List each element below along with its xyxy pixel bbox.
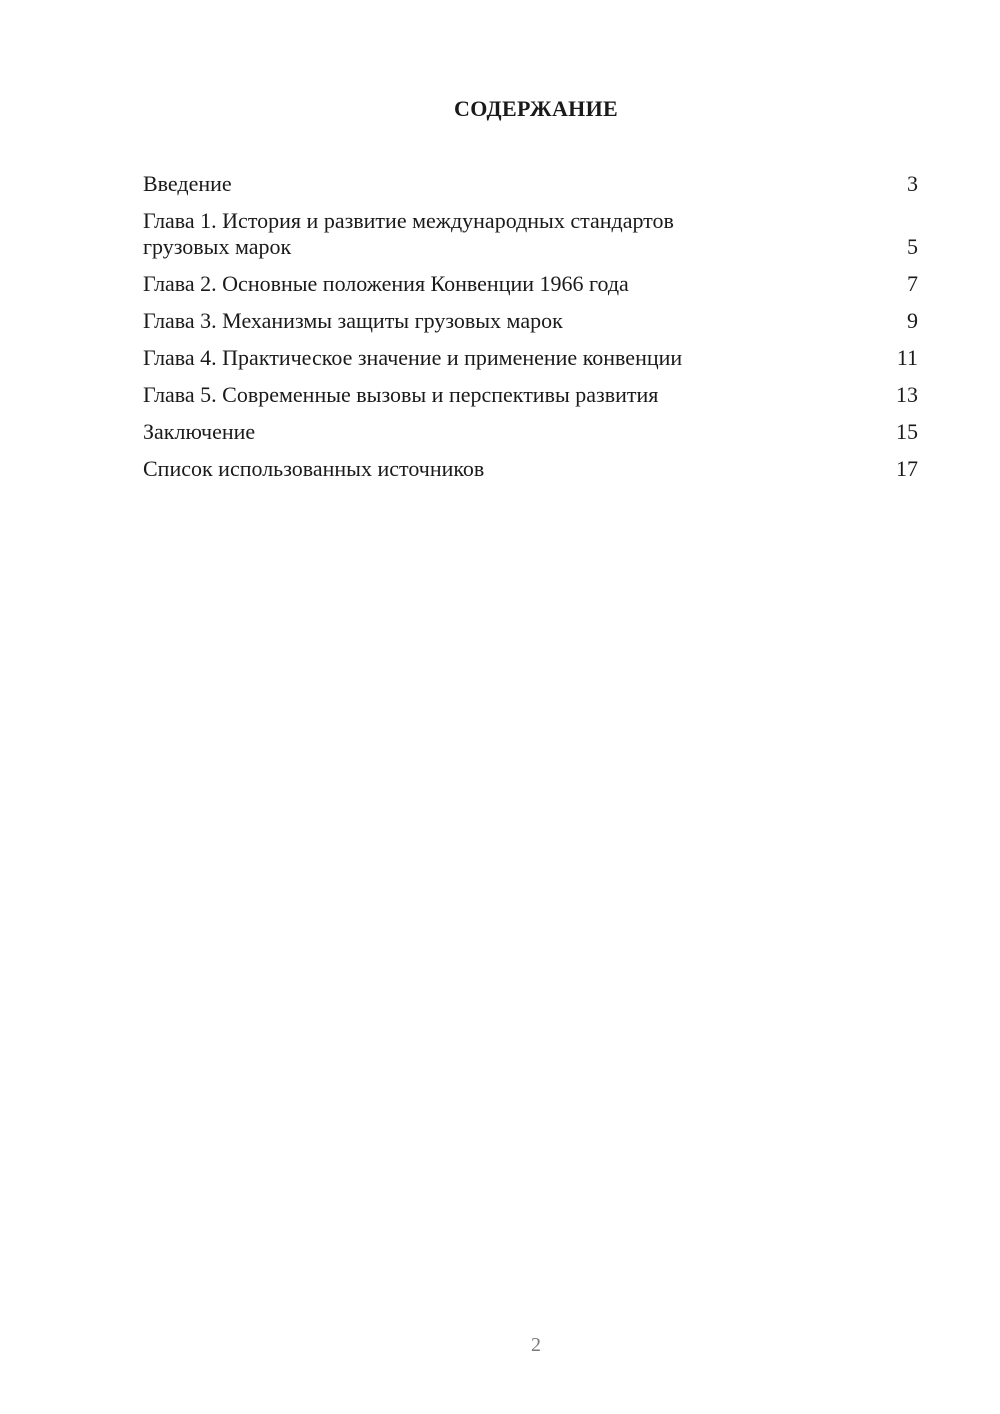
toc-entry-chapter-3 xyxy=(143,308,918,334)
toc-entry-page: 5 xyxy=(907,234,918,259)
toc-entry-page: 9 xyxy=(907,308,918,333)
toc-entry-title: Введение xyxy=(143,171,232,196)
toc-entry-chapter-5 xyxy=(143,382,918,408)
toc-entry-references xyxy=(143,456,918,482)
toc-entry-chapter-2 xyxy=(143,271,918,297)
toc-entry-page: 11 xyxy=(896,345,918,370)
toc-entry-chapter-4 xyxy=(143,345,918,371)
toc-entry-title: Глава 5. Современные вызовы и перспективы развития xyxy=(143,382,659,407)
page-number: 2 xyxy=(531,1334,541,1356)
toc-entry-page: 7 xyxy=(907,271,918,296)
toc-entry-page: 15 xyxy=(896,419,918,444)
toc-heading: СОДЕРЖАНИЕ xyxy=(454,96,618,121)
toc-entry-title: Глава 1. История и развитие международных стандартов грузовых марок xyxy=(143,208,674,259)
toc-entry-conclusion xyxy=(143,419,918,445)
toc-entry-chapter-1 xyxy=(143,208,918,260)
toc-entry-title: Заключение xyxy=(143,419,256,444)
toc-entry-title: Список использованных источников xyxy=(143,456,485,481)
toc-entry-title: Глава 4. Практическое значение и применение конвенции xyxy=(143,345,683,370)
toc-entry-introduction xyxy=(143,171,918,197)
table-of-contents xyxy=(143,171,918,493)
toc-entry-page: 13 xyxy=(896,382,918,407)
toc-entry-page: 17 xyxy=(896,456,918,481)
toc-entry-title: Глава 2. Основные положения Конвенции 1966 года xyxy=(143,271,629,296)
toc-entry-title: Глава 3. Механизмы защиты грузовых марок xyxy=(143,308,563,333)
toc-entry-page: 3 xyxy=(907,171,918,196)
